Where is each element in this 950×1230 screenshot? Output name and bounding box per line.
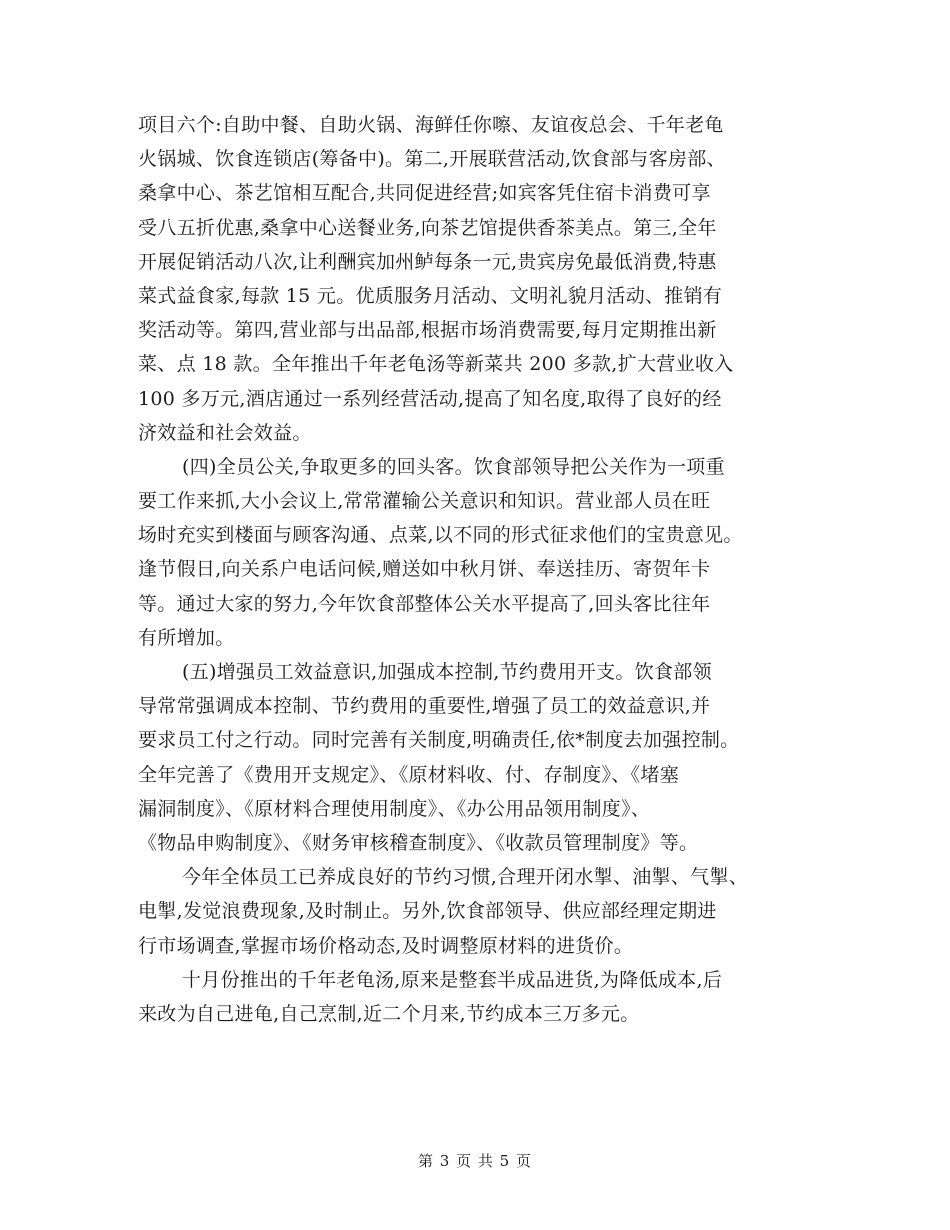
text-line: 等。通过大家的努力,今年饮食部整体公关水平提高了,回头客比往年 [138, 592, 711, 615]
text-line: 火锅城、饮食连锁店(筹备中)。第二,开展联营活动,饮食部与客房部、 [138, 148, 726, 171]
text-line: 行市场调查,掌握市场价格动态,及时调整原材料的进货价。 [138, 934, 634, 957]
text-line: (五)增强员工效益意识,加强成本控制,节约费用开支。饮食部领 [182, 661, 712, 683]
text-line: 今年全体员工已养成良好的节约习惯,合理开闭水掣、油掣、气掣、 [182, 866, 749, 889]
text-line: 《物品申购制度》、《财务审核稽查制度》、《收款员管理制度》等。 [138, 831, 699, 854]
text-line: 菜、点 18 款。全年推出千年老龟汤等新菜共 200 多款,扩大营业收入 [138, 353, 734, 376]
text-line: 要求员工付之行动。同时完善有关制度,明确责任,依*制度去加强控制。 [138, 729, 740, 752]
text-line: 菜式益食家,每款 15 元。优质服务月活动、文明礼貌月活动、推销有 [138, 284, 723, 307]
text-line: 济效益和社会效益。 [138, 421, 312, 444]
text-line: 桑拿中心、茶艺馆相互配合,共同促进经营;如宾客凭住宿卡消费可享 [138, 182, 711, 205]
text-line: 场时充实到楼面与顾客沟通、点菜,以不同的形式征求他们的宝贵意见。 [138, 524, 743, 547]
text-line: 逢节假日,向关系户电话问候,赠送如中秋月饼、奉送挂历、寄贺年卡 [138, 558, 711, 581]
page-footer: 第 3 页 共 5 页 [418, 1152, 532, 1170]
text-line: 来改为自己进龟,自己烹制,近二个月来,节约成本三万多元。 [138, 1002, 640, 1025]
body-text [138, 108, 818, 1031]
text-line: 开展促销活动八次,让利酬宾加州鲈每条一元,贵宾房免最低消费,特惠 [138, 250, 717, 273]
text-line: (四)全员公关,争取更多的回头客。饮食部领导把公关作为一项重 [182, 455, 725, 478]
text-line: 十月份推出的千年老龟汤,原来是整套半成品进货,为降低成本,后 [182, 968, 723, 991]
text-line: 受八五折优惠,桑拿中心送餐业务,向茶艺馆提供香茶美点。第三,全年 [138, 216, 717, 239]
text-line: 100 多万元,酒店通过一系列经营活动,提高了知名度,取得了良好的经 [138, 387, 722, 410]
text-line: 漏洞制度》、《原材料合理使用制度》、《办公用品领用制度》、 [138, 797, 651, 820]
text-line: 全年完善了《费用开支规定》、《原材料收、付、存制度》、《堵塞 [138, 763, 680, 786]
text-line: 有所增加。 [138, 626, 235, 649]
text-line: 项目六个:自助中餐、自助火锅、海鲜任你嚓、友谊夜总会、千年老龟 [138, 114, 724, 136]
text-line: 导常常强调成本控制、节约费用的重要性,增强了员工的效益意识,并 [138, 695, 711, 718]
text-line: 奖活动等。第四,营业部与出品部,根据市场消费需要,每月定期推出新 [138, 319, 717, 342]
text-line: 要工作来抓,大小会议上,常常灌输公关意识和知识。营业部人员在旺 [138, 490, 711, 513]
text-line: 电掣,发觉浪费现象,及时制止。另外,饮食部领导、供应部经理定期进 [138, 900, 717, 923]
